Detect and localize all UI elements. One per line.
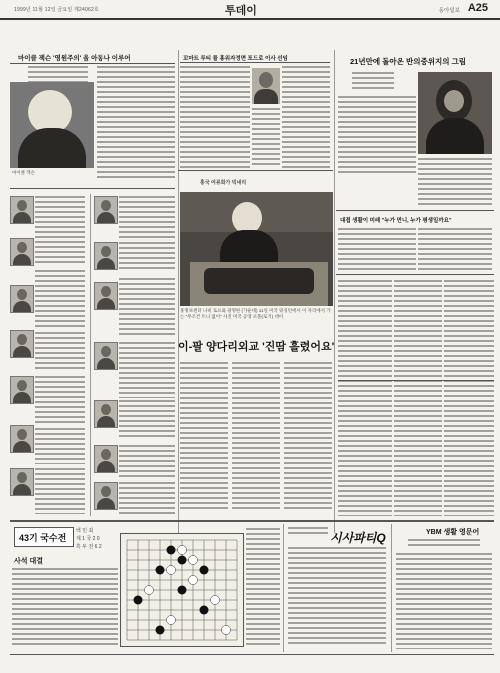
- divider: [10, 654, 494, 655]
- person-text: [119, 482, 175, 516]
- right-feature-body-5: [444, 280, 494, 516]
- baduk-subhead: 사석 대결: [14, 558, 43, 565]
- person-photo: [10, 330, 34, 358]
- right-feature-body: [338, 228, 416, 270]
- main-caption: 홍명보센터 나비 토프와 광명한 (가운데) 11일 미국 워싱턴에서 이 자리에서 가는 "무조건 트니 없이" 사진 미국 공영 포폴(로기) 데이: [180, 308, 331, 319]
- paper-name: 동아일보: [438, 8, 460, 14]
- masthead: [0, 0, 500, 20]
- baduk-body: [12, 568, 118, 648]
- portrait-caption: 홍국 여류화가 빅네리: [200, 180, 247, 186]
- person-photo: [94, 242, 118, 270]
- issue-date: 1999년 11월 12일 금요일 제24062호: [14, 7, 99, 13]
- page-number: A25: [467, 2, 488, 14]
- person-photo: [94, 282, 118, 310]
- baduk-title-box: [14, 527, 74, 547]
- center-headline: 꼬마트 루티 를 홍위자정면 포드로 이사 선임: [183, 56, 288, 62]
- jackson-subhead: [28, 66, 88, 82]
- person-photo: [10, 285, 34, 313]
- ad-center-body: [288, 547, 386, 645]
- column-rule: [90, 194, 91, 516]
- ad-right-body: [396, 553, 492, 649]
- ad-center-title: 시사파티Q: [330, 531, 386, 545]
- jackson-caption: 마이클 잭슨: [12, 170, 35, 175]
- right-feature-body-2: [418, 228, 492, 270]
- divider: [336, 210, 494, 211]
- person-text: [119, 400, 175, 440]
- divider: [338, 380, 494, 381]
- right-feature-headline: 대접 생활이 미래 "누가 먼니, 누가 평생일까요": [340, 218, 452, 224]
- person-photo: [94, 342, 118, 370]
- ad-center: [286, 525, 388, 650]
- person-photo: [10, 425, 34, 453]
- ad-right-title: YBM 생활 영문어: [426, 529, 480, 536]
- right-top-body: [338, 96, 416, 176]
- person-photo: [10, 376, 34, 404]
- divider: [336, 274, 494, 275]
- column-rule: [391, 524, 392, 652]
- person-photo: [10, 196, 34, 224]
- right-top-headline: 21년만에 돌아온 반의중위지의 그림: [350, 57, 467, 66]
- person-text: [119, 196, 175, 238]
- person-text: [119, 242, 175, 270]
- divider: [10, 63, 175, 64]
- person-photo: [10, 238, 34, 266]
- jackson-photo: [10, 82, 94, 168]
- divider: [180, 62, 330, 63]
- baduk-stat-3: 흑 두 전 6 2: [76, 544, 102, 550]
- person-photo: [94, 196, 118, 224]
- go-board: [120, 533, 244, 647]
- jackson-headline: 마이클 잭슨 '영원주의' 올 아동나 이루어: [18, 55, 131, 62]
- main-photo: [180, 192, 333, 306]
- person-photo: [94, 400, 118, 428]
- right-top-sub: [352, 72, 394, 92]
- center-body-2: [282, 66, 330, 168]
- divider: [10, 520, 494, 522]
- baduk-stat-2: 제 1 국 2 0: [76, 536, 100, 542]
- section-title: 투데이: [225, 5, 257, 17]
- jackson-body: [97, 66, 175, 178]
- column-rule: [283, 524, 284, 652]
- divider: [178, 170, 333, 171]
- ad-center-top: [288, 527, 328, 537]
- person-photo: [94, 445, 118, 473]
- right-feature-body-3: [338, 280, 392, 516]
- ad-right-sub: [408, 539, 480, 549]
- baduk-title: 43기 국수전: [19, 533, 67, 543]
- person-photo: [94, 482, 118, 510]
- person-photo: [10, 468, 34, 496]
- center-portrait: [252, 68, 280, 104]
- center-body: [180, 66, 250, 168]
- person-text: [35, 428, 85, 464]
- ad-right: [394, 525, 494, 650]
- person-text: [119, 445, 175, 477]
- right-feature-body-4: [394, 280, 442, 516]
- person-text: [35, 270, 85, 328]
- center-body-3: [252, 108, 280, 168]
- person-text: [35, 376, 85, 424]
- right-top-body-2: [418, 158, 492, 208]
- divider: [10, 188, 175, 189]
- person-text: [119, 278, 175, 338]
- main-body-col-3: [284, 362, 332, 510]
- person-text: [35, 468, 85, 514]
- main-body-col-2: [232, 362, 280, 510]
- main-body-col-1: [180, 362, 228, 510]
- go-board-grid: [121, 534, 243, 646]
- main-headline: 이-팔 양다리외교 '진땀 흘렸어요': [178, 341, 335, 353]
- person-text: [119, 342, 175, 398]
- person-text: [35, 196, 85, 266]
- column-rule: [334, 50, 335, 533]
- baduk-commentary: [246, 528, 280, 646]
- person-text: [35, 332, 85, 372]
- baduk-stat-1: 백 민 최: [76, 528, 94, 534]
- painting-photo: [418, 72, 492, 154]
